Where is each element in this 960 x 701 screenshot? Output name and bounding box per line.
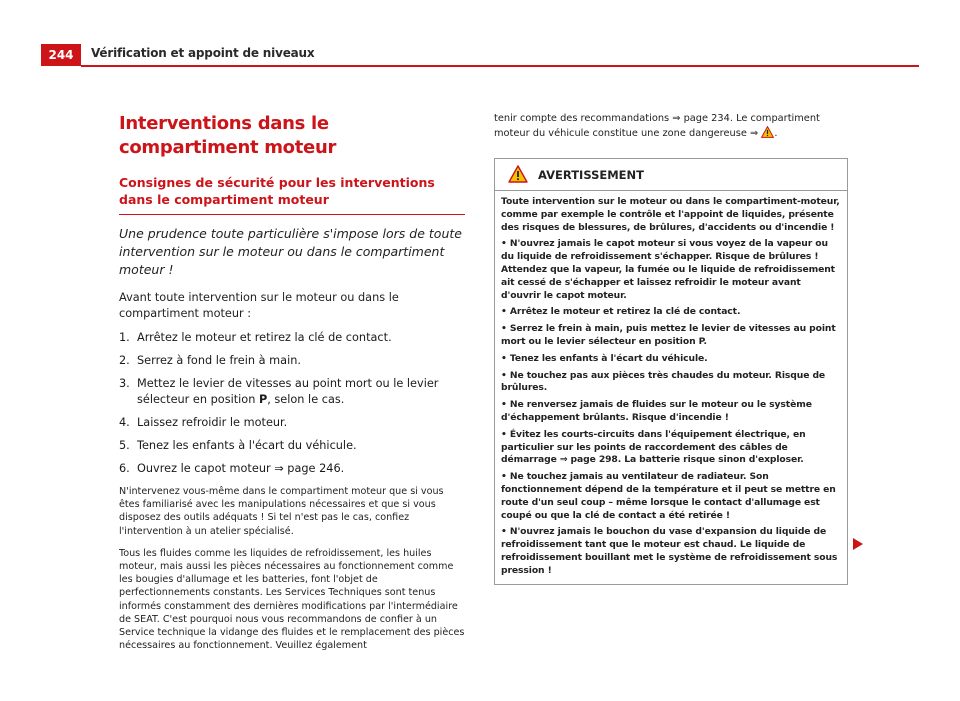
right-column: [494, 112, 848, 585]
subsection-rule: [119, 214, 465, 215]
step-number: 3.: [119, 377, 130, 390]
warning-item: • N'ouvrez jamais le bouchon du vase d'expansion du liquide de refroidissement tant que le moteur est chaud. Le liquide de refroidissement bouillant met le système de refroidissement sous pression !: [501, 526, 838, 576]
warning-header: [495, 159, 847, 191]
step-item: [119, 461, 465, 477]
continue-arrow-icon: [852, 536, 864, 555]
running-header-title: Vérification et appoint de niveaux: [91, 46, 315, 60]
warning-item: • Arrêtez le moteur et retirez la clé de contact.: [501, 306, 741, 318]
step-text: Tenez les enfants à l'écart du véhicule.: [137, 439, 357, 452]
step-number: 5.: [119, 439, 130, 452]
warning-item: • Évitez les courts-circuits dans l'équipement électrique, en particulier sur les points de raccordement des câbles de démarrage ⇒ page 298. La batterie risque sinon d'exploser.: [501, 428, 806, 466]
lead-paragraph: Une prudence toute particulière s'impose lors de toute intervention sur le moteur ou dans le compartiment moteur !: [119, 226, 462, 277]
warning-item: • N'ouvrez jamais le capot moteur si vous voyez de la vapeur ou du liquide de refroidissement s'échapper. Risque de brûlures ! Attendez que la vapeur, la fumée ou le liquide de refroidissement ait cessé de s'échapper et laissez refroidir le moteur avant d'ouvrir le capot moteur.: [501, 238, 835, 301]
left-column: [119, 112, 465, 652]
warning-item-text: Tenez les enfants à l'écart du véhicule.: [509, 352, 708, 364]
warning-item: • Ne renversez jamais de fluides sur le moteur ou le système d'échappement brûlants. Risque d'incendie !: [501, 399, 812, 423]
warning-item-text: Ne touchez jamais au ventilateur de radiateur. Son fonctionnement dépend de la température et il peut se mettre en route d'un seul coup – même lorsque le contact d'allumage est coupé ou que la clé de contact a été retirée !: [501, 471, 836, 521]
info-paragraph: Tous les fluides comme les liquides de refroidissement, les huiles moteur, mais aussi les pièces nécessaires au fonctionnement comme les bougies d'allumage et les batteries, font l'objet de perfectionnements constants. Les Services Techniques sont tenus informés constamment des dernières modifications par l'intermédiaire de SEAT. C'est pourquoi nous vous recommandons de confier à un Service technique la vidange des fluides et le remplacement des pièces nécessaires au fonctionnement. Veuillez également: [119, 547, 465, 652]
section-title: Interventions dans le compartiment moteur: [119, 113, 337, 158]
warning-item: • Serrez le frein à main, puis mettez le levier de vitesses au point mort ou le levier sélecteur en position P.: [501, 323, 836, 347]
warning-item-text: Serrez le frein à main, puis mettez le levier de vitesses au point mort ou le levier sélecteur en position P.: [501, 323, 836, 347]
continuation-paragraph: [494, 112, 848, 142]
warning-item-text: Évitez les courts-circuits dans l'équipement électrique, en particulier sur les points de raccordement des câbles de démarrage ⇒ page 298. La batterie risque sinon d'exploser.: [501, 428, 806, 466]
step-text: Ouvrez le capot moteur ⇒ page 246.: [137, 462, 345, 475]
steps-list: [119, 330, 465, 477]
warning-item: • Ne touchez pas aux pièces très chaudes du moteur. Risque de brûlures.: [501, 369, 826, 394]
step-item: [119, 415, 465, 431]
warning-triangle-icon: [761, 126, 774, 143]
subsection-title: Consignes de sécurité pour les interventions dans le compartiment moteur: [119, 175, 435, 207]
step-text: Serrez à fond le frein à main.: [137, 354, 301, 367]
warning-box: [494, 158, 848, 585]
step-text-bold: P: [258, 393, 268, 406]
step-text: Arrêtez le moteur et retirez la clé de contact.: [137, 331, 392, 344]
warning-item-text: N'ouvrez jamais le capot moteur si vous voyez de la vapeur ou du liquide de refroidissement s'échapper. Risque de brûlures ! Attendez que la vapeur, la fumée ou le liquide de refroidissement ait cessé de s'échapper et laissez refroidir le moteur avant d'ouvrir le capot moteur.: [501, 238, 835, 301]
warning-title: AVERTISSEMENT: [538, 168, 645, 182]
step-item: [119, 330, 465, 346]
step-text-part: Mettez le levier de vitesses au point mort ou le levier sélecteur en position: [137, 377, 439, 406]
warning-item: • Tenez les enfants à l'écart du véhicule.: [501, 352, 708, 364]
header-rule: [81, 65, 919, 67]
step-text: Laissez refroidir le moteur.: [137, 416, 288, 429]
step-number: 6.: [119, 462, 130, 475]
step-item: [119, 376, 465, 408]
step-text-part: , selon le cas.: [267, 393, 345, 406]
warning-item: • Ne touchez jamais au ventilateur de radiateur. Son fonctionnement dépend de la température et il peut se mettre en route d'un seul coup – même lorsque le contact d'allumage est coupé ou que la clé de contact a été retirée !: [501, 471, 836, 521]
step-number: 1.: [119, 331, 130, 344]
continuation-text: tenir compte des recommandations ⇒ page 234. Le compartiment moteur du véhicule constitue une zone dangereuse ⇒: [494, 113, 820, 139]
warning-intro: Toute intervention sur le moteur ou dans le compartiment-moteur, comme par exemple le contrôle et l'appoint de liquides, présente des risques de blessures, de brûlures, d'accidents ou d'incendie !: [501, 196, 840, 233]
warning-triangle-icon: [508, 165, 528, 187]
page-number: 244: [41, 44, 81, 66]
step-item: [119, 438, 465, 454]
warning-item-text: Ne renversez jamais de fluides sur le moteur ou le système d'échappement brûlants. Risque d'incendie !: [501, 399, 812, 423]
step-number: 4.: [119, 416, 130, 429]
step-number: 2.: [119, 354, 130, 367]
intro-paragraph: Avant toute intervention sur le moteur ou dans le compartiment moteur :: [119, 291, 399, 320]
warning-body: [495, 191, 847, 584]
warning-item-text: Ne touchez pas aux pièces très chaudes du moteur. Risque de brûlures.: [501, 369, 826, 394]
warning-item-text: N'ouvrez jamais le bouchon du vase d'expansion du liquide de refroidissement tant que le moteur est chaud. Le liquide de refroidissement bouillant met le système de refroidissement sous pression !: [501, 526, 838, 576]
step-item: [119, 353, 465, 369]
warning-item-text: Arrêtez le moteur et retirez la clé de contact.: [509, 306, 741, 318]
step-text: [137, 376, 465, 408]
info-paragraph: N'intervenez vous-même dans le compartiment moteur que si vous êtes familiarisé avec les manipulations nécessaires et que si vous disposez des outils adéquats ! Si tel n'est pas le cas, confiez l'intervention à un atelier spécialisé.: [119, 486, 444, 537]
continuation-end: .: [774, 127, 778, 139]
